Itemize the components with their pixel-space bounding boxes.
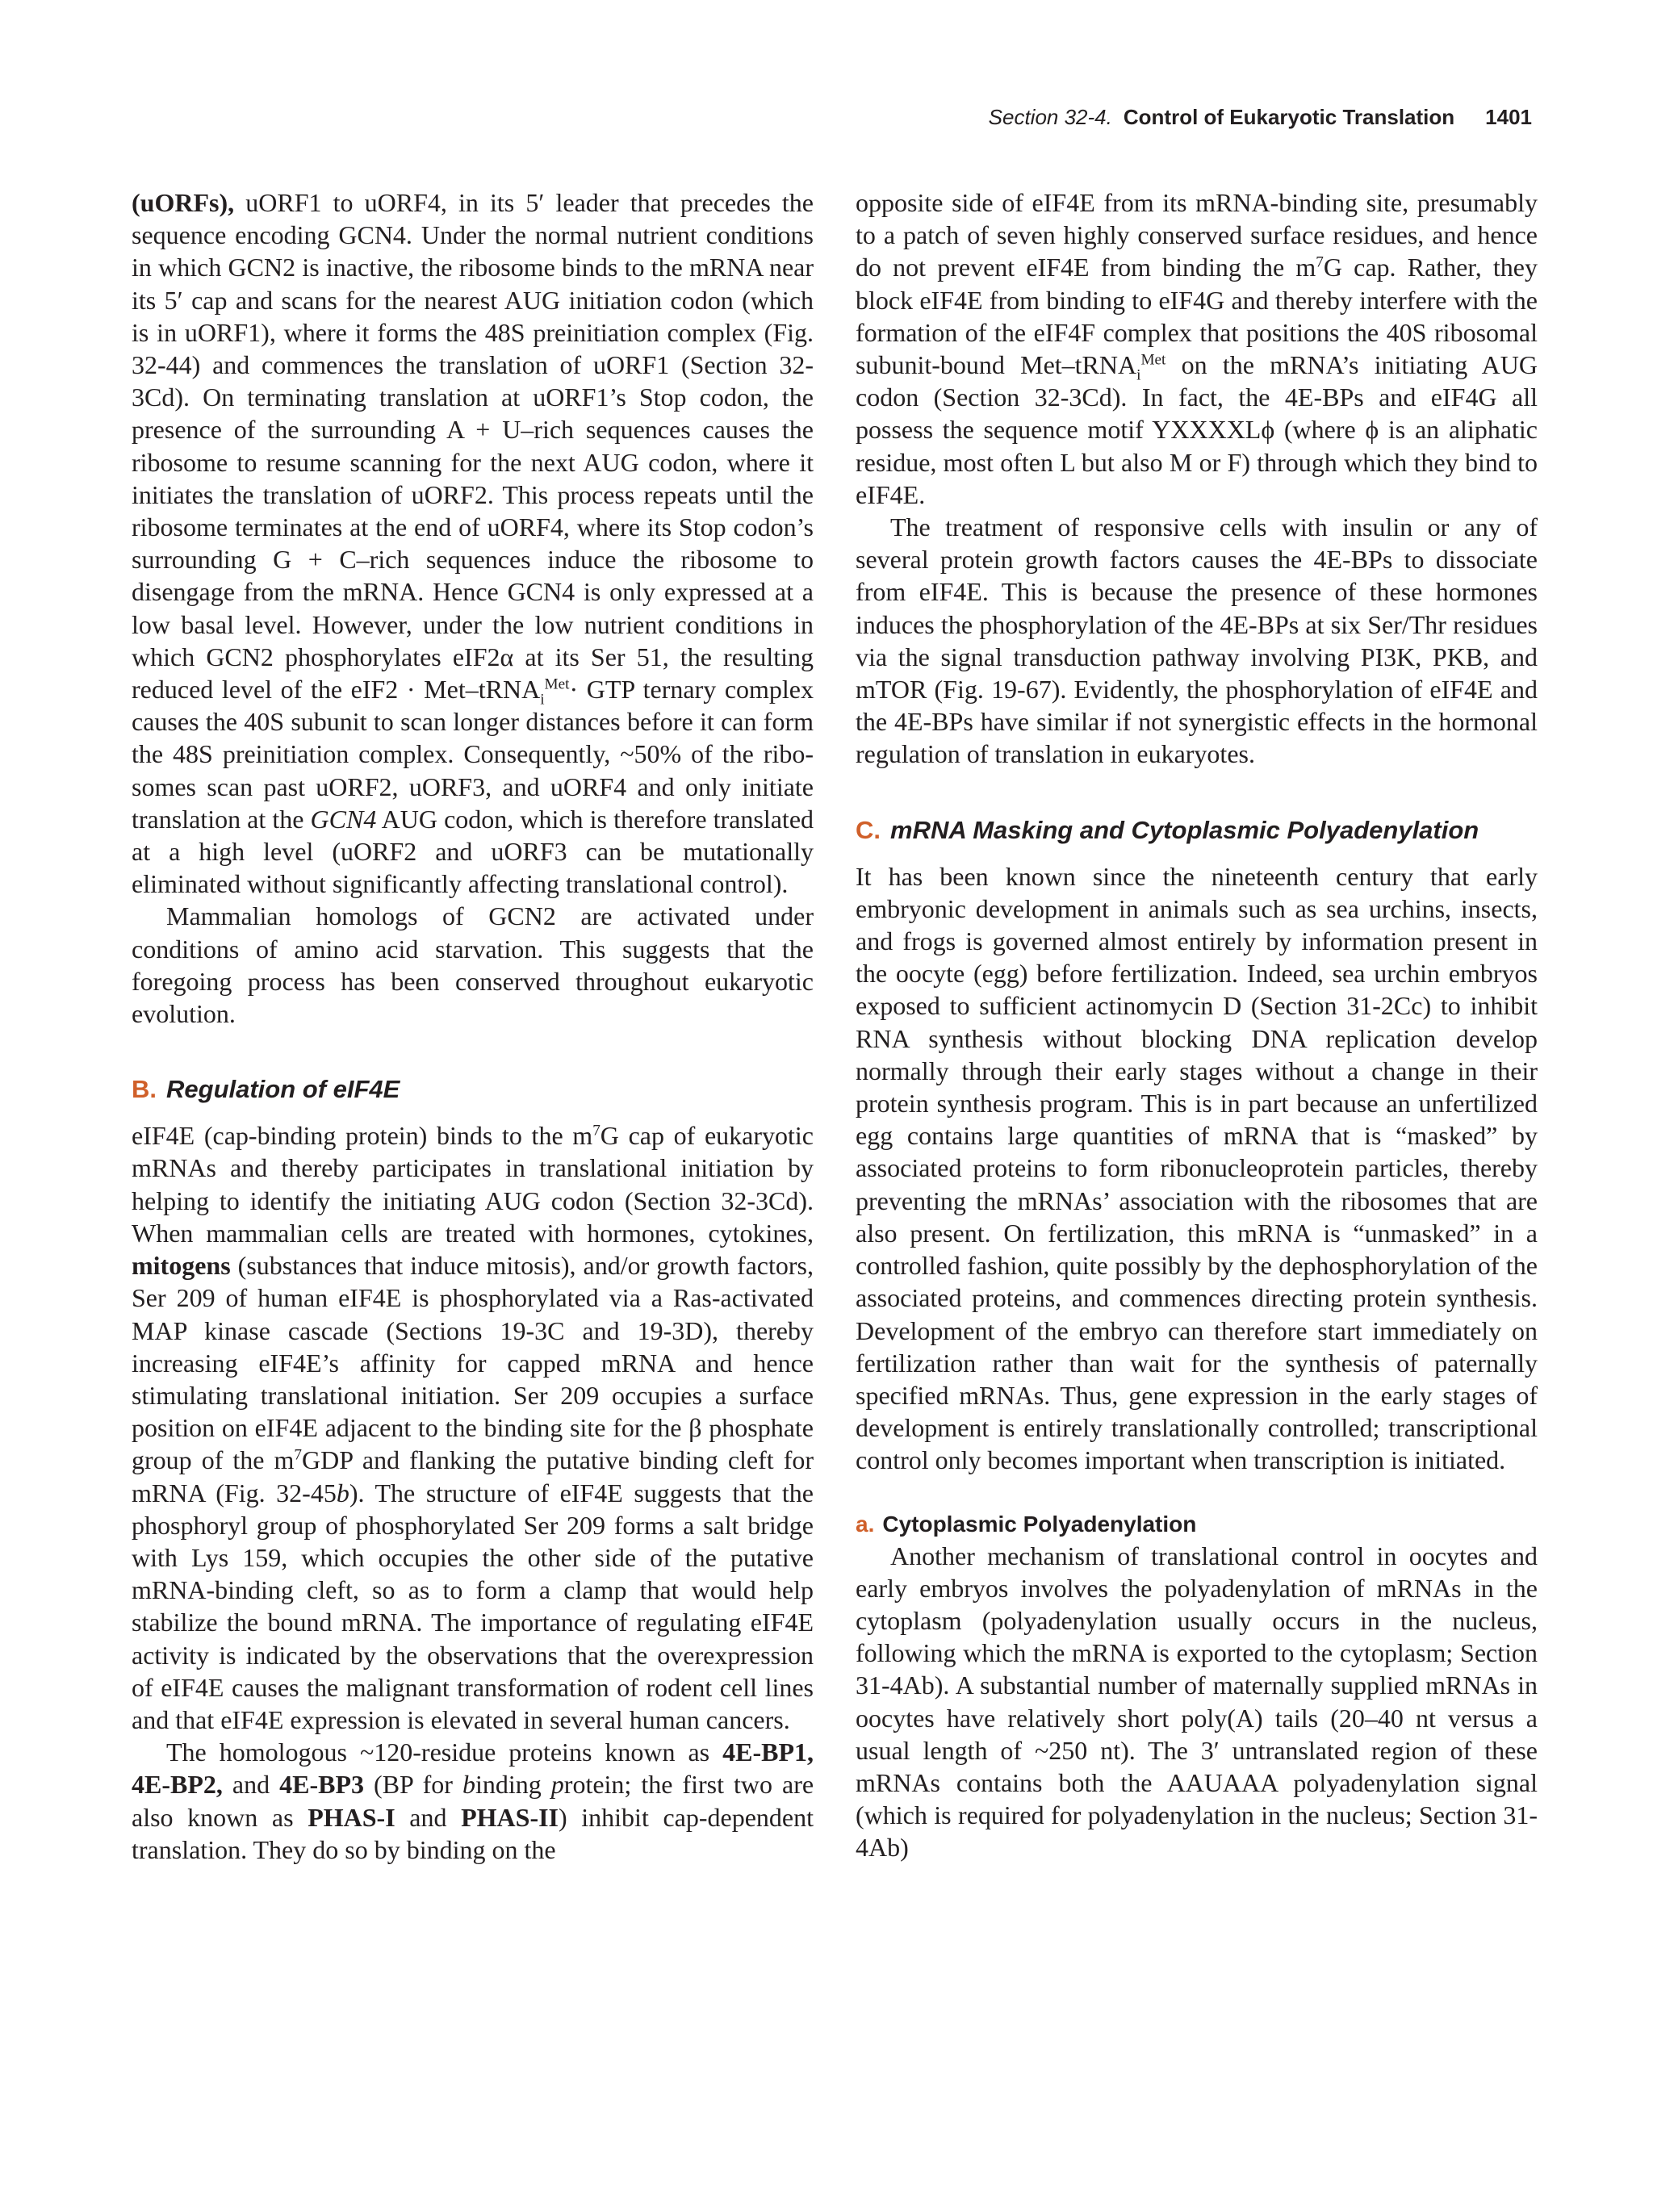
heading-subsection-a	[856, 1509, 1538, 1540]
text-run: GDP and flanking the putative binding cleft for mRNA (Fig. 32-45	[132, 1445, 814, 1507]
term-uorfs: (uORFs),	[132, 188, 235, 217]
term-mitogens: mitogens	[132, 1251, 231, 1281]
italic-letter: b	[462, 1770, 475, 1800]
superscript: 7	[592, 1122, 601, 1139]
term-4ebp: 4E-BP1, 4E-BP2,	[132, 1737, 814, 1800]
text-run: opposite side of eIF4E from its mRNA-binding site, presumably to a patch of seven highly conserved surface residues, and hence do not prevent eIF4E from binding the m	[856, 188, 1538, 282]
text-run: (BP for	[374, 1770, 453, 1800]
italic-fig-part: b	[336, 1478, 349, 1507]
paragraph-masking: It has been known since the nineteenth century that early embryonic development in animals such as sea urchins, insects, and frogs is governed almost entirely by information present in the oocyte (egg) before fertilization. Indeed, sea urchin embryos exposed to sufficient actinomycin D (Section 31-2Cc) to inhibit RNA synthesis without blocking DNA replication develop normally through their early stages without a change in their protein synthesis program. This is in part because an unfertilized egg contains large quantities of mRNA that is “masked” by associated proteins to form ribonucleoprotein particles, thereby preventing the mRNAs’ association with the ribosomes that are also present. On fertilization, this mRNA is “unmasked” in a controlled fashion, quite possibly by the dephosphorylation of the associated proteins, and commences directing protein synthesis. Development of the embryo can therefore start immediately on fertilization rather than wait for the synthesis of paternally specified mRNAs. Thus, gene expression in the early stages of development is entirely translationally controlled; transcriptional control only becomes important when transcription is initiated.	[856, 861, 1538, 1475]
paragraph-eif4e	[132, 1119, 814, 1736]
text-run: (substances that induce mitosis), and/or growth factors, Ser 209 of human eIF4E is phosphorylated via a Ras-activated MAP kinase cascade (Sections 19-3C and 19-3D), thereby increasing eIF4E’s affinity for capped mRNA and hence stimulating translational initiation. Ser 209 occupies a surface position on eIF4E adjacent to the binding site for the β phosphate group of the m	[132, 1251, 814, 1475]
superscript: 7	[294, 1446, 302, 1464]
term-phas-ii: PHAS-II	[461, 1802, 559, 1832]
heading-title: Cytoplasmic Polyadenylation	[882, 1511, 1197, 1537]
heading-letter: a.	[856, 1511, 875, 1537]
paragraph-polyadenylation: Another mechanism of translational control in oocytes and early embryos involves the polyadenylation of mRNAs in the cytoplasm (polyadenylation usually occurs in the nucleus, following which the mRNA is exported to the cytoplasm; Section 31-4Ab). A substantial number of maternally supplied mRNAs in oocytes have relatively short poly(A) tails (20–40 nt versus a usual length of ~250 nt). The 3′ untranslated region of these mRNAs contains both the AAUAAA polyadenylation signal (which is required for polyadenylation in the nucleus; Section 31-4Ab)	[856, 1541, 1538, 1863]
paragraph-mammalian: Mammalian homologs of GCN2 are activated under conditions of amino acid starvation. This suggests that the foregoing process has been conserved throughout eukaryotic evolution.	[132, 901, 814, 1029]
text-run: G cap. Rather, they block eIF4E from binding to eIF4G and thereby interfere with the formation of the eIF4F complex that positions the 40S ribosomal subunit-bound Met–tRNA	[856, 253, 1538, 380]
text-run: and	[409, 1802, 447, 1832]
heading-title: mRNA Masking and Cytoplasmic Polyadenylation	[890, 815, 1479, 844]
page-number: 1401	[1485, 105, 1532, 129]
term-phas-i: PHAS-I	[308, 1802, 395, 1832]
heading-letter: C.	[856, 815, 881, 844]
paragraph-4ebp-binding	[856, 186, 1538, 511]
text-run: eIF4E (cap-binding protein) binds to the m	[132, 1121, 593, 1151]
subscript: i	[540, 691, 545, 709]
subscript: i	[1136, 366, 1141, 384]
heading-letter: B.	[132, 1075, 157, 1104]
text-run: AUG codon, which is therefore translated at a high level (uORF2 and uORF3 can be mutationally eliminated without significantly affecting translational control).	[132, 804, 814, 899]
text-run: and	[232, 1770, 270, 1800]
header-section: Section 32-4.	[988, 105, 1112, 129]
superscript: 7	[1316, 253, 1324, 271]
paragraph-insulin: The treatment of responsive cells with insulin or any of several protein growth factors causes the 4E-BPs to dissociate from eIF4E. This is because the presence of these hormones induces the phosphorylation of the 4E-BPs at six Ser/Thr residues via the signal transduction pathway involving PI3K, PKB, and mTOR (Fig. 19-67). Evidently, the phosphorylation of eIF4E and the 4E-BPs have similar if not synergistic effects in the hormonal regulation of translation in eukaryotes.	[856, 512, 1538, 769]
text-run: inding	[475, 1770, 542, 1800]
italic-gene: GCN4	[310, 804, 377, 834]
running-header	[965, 100, 1532, 134]
left-column	[132, 186, 814, 1866]
heading-section-c	[856, 814, 1538, 846]
text-run: uORF1 to uORF4, in its 5′ leader that precedes the sequence encoding GCN4. Under the normal nutrient conditions in which GCN2 is inactive, the ribosome binds to the mRNA near its 5′ cap and scans for the nearest AUG initiation codon (which is in uORF1), where it forms the 48S preinitiation complex (Fig. 32-44) and commences the translation of uORF1 (Section 32-3Cd). On terminating translation at uORF1’s Stop codon, the presence of the surrounding A + U–rich sequences causes the ribosome to resume scanning for the next AUG codon, where it initiates the translation of uORF2. This process repeats until the ribosome terminates at the end of uORF4, where its Stop codon’s surrounding G + C–rich sequences induce the ribosome to disengage from the mRNA. Hence GCN4 is only expressed at a low basal level. However, under the low nutrient conditions in which GCN2 phosphorylates eIF2α at its Ser 51, the resulting reduced level of the eIF2 · Met–tRNA	[132, 188, 814, 705]
italic-letter: p	[550, 1770, 564, 1800]
right-column	[856, 186, 1538, 1864]
superscript: Met	[544, 675, 570, 693]
text-run: rotein; the first two are also known as	[132, 1770, 814, 1832]
text-run: · GTP ternary complex causes the 40S subunit to scan longer distances before it can form the 48S preinitiation complex. Consequently, ~50% of the ribosomes scan past uORF2, uORF3, and uORF4 and only initiate translation at the	[132, 675, 814, 834]
superscript: Met	[1140, 351, 1166, 369]
text-run: The homologous ~120-residue proteins known as	[166, 1737, 710, 1767]
term-4ebp3: 4E-BP3	[279, 1770, 365, 1800]
text-run: ). The structure of eIF4E suggests that the phosphoryl group of phosphorylated Ser 209 forms a salt bridge with Lys 159, which occupies the other side of the putative mRNA-binding cleft, so as to form a clamp that would help stabilize the bound mRNA. The importance of regulating eIF4E activity is indicated by the observations that the overexpression of eIF4E causes the malignant transformation of rodent cell lines and that eIF4E expression is elevated in several human cancers.	[132, 1478, 814, 1734]
text-run: ) inhibit cap-dependent translation. They do so by binding on the	[132, 1802, 814, 1864]
heading-title: Regulation of eIF4E	[166, 1075, 400, 1104]
paragraph-4ebps	[132, 1736, 814, 1866]
text-run: G cap of eukaryotic mRNAs and thereby participates in translational initiation by helping to identify the initiating AUG codon (Section 32-3Cd). When mammalian cells are treated with hormones, cytokines,	[132, 1121, 814, 1248]
heading-section-b	[132, 1073, 814, 1105]
paragraph-uorfs	[132, 186, 814, 900]
text-run: on the mRNA’s initiating AUG codon (Section 32-3Cd). In fact, the 4E-BPs and eIF4G all possess the sequence motif YXXXXLϕ (where ϕ is an aliphatic residue, most often L but also M or F) through which they bind to eIF4E.	[856, 350, 1538, 509]
header-title: Control of Eukaryotic Translation	[1123, 105, 1455, 129]
